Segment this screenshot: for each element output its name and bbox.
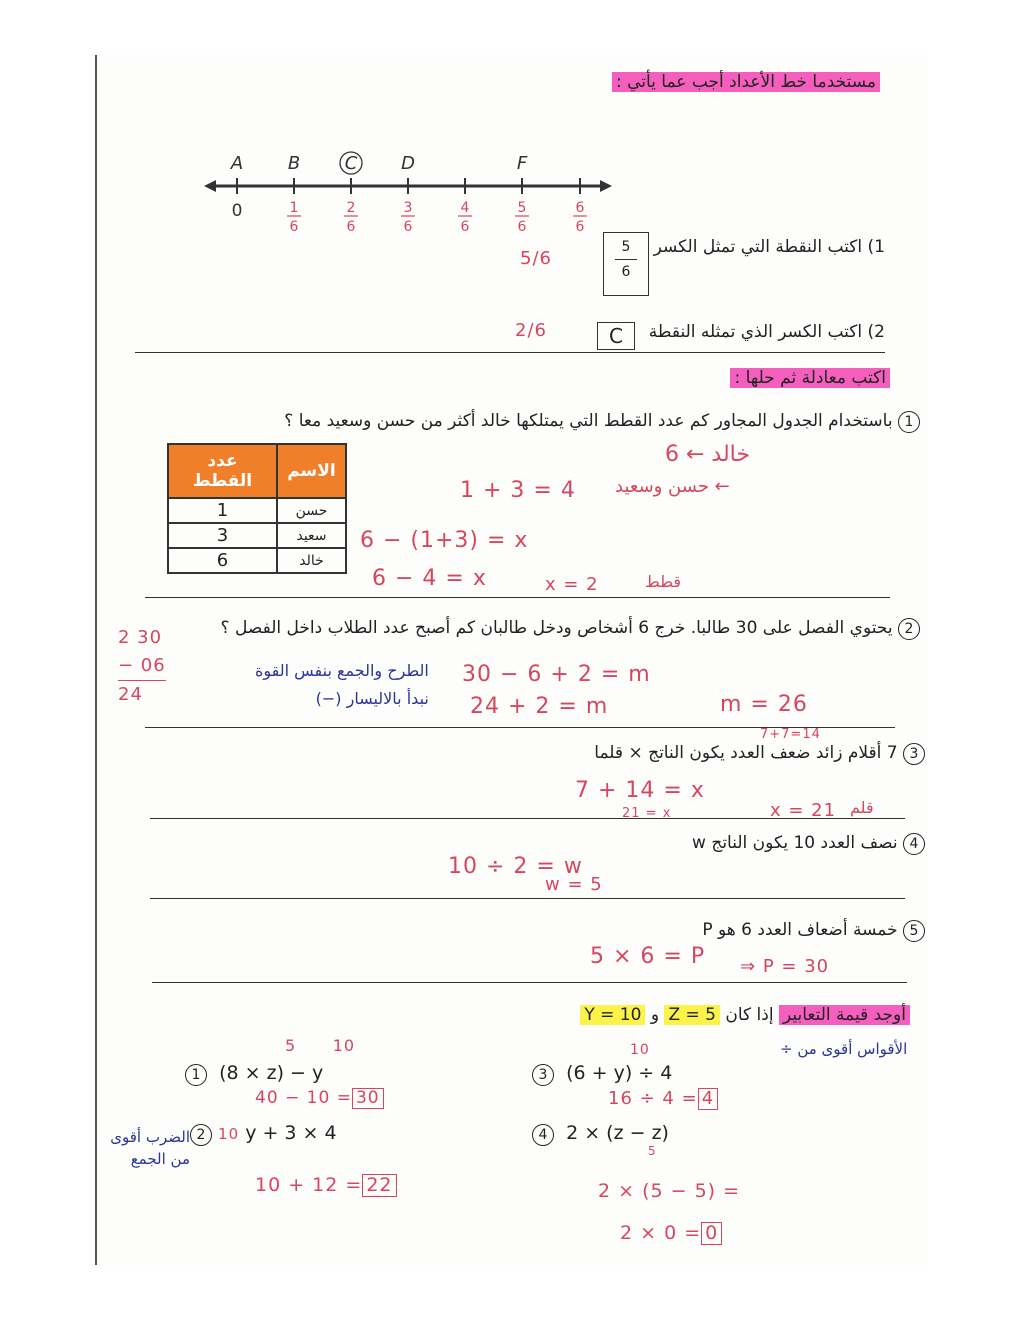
svg-text:1: 1 — [289, 200, 299, 216]
problem-4 — [692, 833, 925, 855]
hw-side-calc: 2 30 − 06 24 — [118, 624, 166, 709]
svg-text:6: 6 — [517, 219, 527, 235]
table-header-name: الاسم — [277, 444, 346, 498]
hw-q5-ans: ⇒ P = 30 — [740, 956, 830, 977]
point-label: C — [344, 153, 358, 174]
cell-count: 3 — [168, 523, 277, 548]
hw-q3-unit: قلم — [850, 798, 874, 817]
hw-q4-ans: w = 5 — [545, 874, 603, 895]
svg-text:6: 6 — [575, 219, 585, 235]
table-row — [168, 498, 346, 523]
number-line — [200, 150, 620, 250]
hw-ans: x = 2 — [545, 574, 599, 595]
hw-s3-note-left: الضرب أقوى من الجمع — [110, 1128, 190, 1168]
hw-q2-eq1: 30 − 6 + 2 = m — [462, 662, 651, 687]
tick-label — [458, 200, 472, 235]
cell-name: خالد — [277, 548, 346, 573]
table-row — [168, 548, 346, 573]
point-label: B — [287, 153, 301, 174]
hw-e4-work1: 2 × (5 − 5) = — [598, 1180, 741, 1202]
expression-4 — [532, 1122, 669, 1146]
hw-q3-eq: 7 + 14 = x — [575, 778, 705, 803]
expression-2 — [190, 1122, 337, 1146]
hw-q3-top: 7+7=14 — [760, 727, 821, 742]
expression-number: 2 — [190, 1124, 212, 1146]
svg-text:6: 6 — [403, 219, 413, 235]
table-row — [168, 523, 346, 548]
problem-5 — [702, 920, 925, 942]
hw-sum: 1 + 3 = 4 — [460, 478, 576, 503]
divider — [145, 597, 890, 598]
hw-eq2: 6 − 4 = x — [372, 566, 487, 591]
hw-e3-val: 10 — [630, 1042, 650, 1058]
expression-number: 3 — [532, 1064, 554, 1086]
svg-text:5: 5 — [517, 200, 527, 216]
svg-text:6: 6 — [460, 219, 470, 235]
point-label: F — [516, 153, 528, 174]
cell-name: سعيد — [277, 523, 346, 548]
expression-text: y + 3 × 4 — [245, 1122, 337, 1144]
q1-answer: 5/6 — [520, 248, 552, 269]
problem-text: نصف العدد 10 يكون الناتج w — [692, 833, 898, 853]
divider — [150, 898, 905, 899]
problem-2 — [221, 618, 920, 640]
hw-e1-vals: 5 10 — [285, 1036, 356, 1055]
svg-text:3: 3 — [403, 200, 413, 216]
point-label: A — [230, 153, 244, 174]
tick-label — [401, 200, 415, 235]
svg-text:6: 6 — [575, 200, 585, 216]
expression-3 — [532, 1062, 672, 1086]
cell-count: 6 — [168, 548, 277, 573]
problem-number: 1 — [898, 411, 920, 433]
tick-zero: 0 — [231, 201, 243, 221]
hw-q5-eq: 5 × 6 = P — [590, 944, 706, 969]
expression-text: 2 × (z − z) — [566, 1122, 669, 1144]
cell-name: حسن — [277, 498, 346, 523]
hw-q2-ans: m = 26 — [720, 692, 808, 717]
problem-number: 2 — [898, 618, 920, 640]
point-box: C — [597, 322, 635, 350]
expression-text: (6 + y) ÷ 4 — [566, 1062, 673, 1084]
problem-number: 4 — [903, 833, 925, 855]
hw-e4-sub: 5 — [648, 1144, 657, 1158]
svg-text:6: 6 — [346, 219, 356, 235]
svg-text:2: 2 — [346, 200, 356, 216]
section1-instruction: مستخدما خط الأعداد أجب عما يأتي : — [612, 72, 880, 92]
hw-e1-work: 40 − 10 = 30 — [255, 1088, 384, 1109]
hw-unit: قطط — [645, 572, 681, 591]
section2-instruction: اكتب معادلة ثم حلها : — [730, 368, 890, 388]
hw-e2-prefix: 10 — [218, 1125, 240, 1143]
tick-label — [287, 200, 301, 235]
hw-q4-eq: 10 ÷ 2 = w — [448, 854, 583, 879]
problem-text: يحتوي الفصل على 30 طالبا. خرج 6 أشخاص ودخل طالبان كم أصبح عدد الطلاب داخل الفصل ؟ — [220, 618, 893, 638]
expression-1 — [185, 1062, 323, 1086]
divider — [150, 818, 905, 819]
problem-number: 3 — [903, 743, 925, 765]
divider — [152, 982, 907, 983]
tick-label — [573, 200, 587, 235]
hw-e4-work2: 2 × 0 = 0 — [620, 1222, 722, 1245]
hw-eq1: 6 − (1+3) = x — [360, 528, 529, 553]
divider — [135, 352, 885, 353]
hw-s3-note-right: الأقواس أقوى من ÷ — [780, 1040, 908, 1058]
hw-e3-work: 16 ÷ 4 = 4 — [608, 1088, 718, 1110]
expression-number: 4 — [532, 1124, 554, 1146]
point-label: D — [401, 153, 415, 174]
hw-q3-ans: x = 21 — [770, 800, 837, 821]
tick-label — [515, 200, 529, 235]
section1-q2-text: 2) اكتب الكسر الذي تمثله النقطة — [648, 322, 885, 342]
problem-3 — [594, 743, 925, 765]
hw-hasan-saeed: ← حسن وسعيد — [615, 476, 730, 497]
tick-label — [344, 200, 358, 235]
problem-text: خمسة أضعاف العدد 6 هو P — [702, 920, 898, 940]
expression-number: 1 — [185, 1064, 207, 1086]
cats-table — [167, 443, 347, 574]
fraction-numerator: 5 — [621, 239, 631, 255]
hw-q2-eq2: 24 + 2 = m — [470, 694, 609, 719]
problem-text: باستخدام الجدول المجاور كم عدد القطط التي يمتلكها خالد أكثر من حسن وسعيد معا ؟ — [284, 411, 893, 431]
problem-number: 5 — [903, 920, 925, 942]
hw-note: الطرح والجمع بنفس القوة نبدأ بالاليسار (−) — [255, 661, 429, 708]
section1-q1-text: 1) اكتب النقطة التي تمثل الكسر — [653, 237, 885, 257]
hw-e2-work: 10 + 12 = 22 — [255, 1174, 397, 1197]
problem-1 — [284, 411, 920, 433]
section3-instruction: أوجد قيمة التعابير إذا كان Z = 5 و Y = 10 — [580, 1005, 910, 1025]
hw-q3-small: 21 = x — [622, 806, 672, 821]
svg-text:6: 6 — [289, 219, 299, 235]
q2-answer: 2/6 — [515, 320, 547, 341]
svg-text:4: 4 — [460, 200, 470, 216]
expression-text: (8 × z) − y — [219, 1062, 324, 1084]
problem-text: 7 أقلام زائد ضعف العدد يكون الناتج × قلما — [594, 743, 898, 763]
cell-count: 1 — [168, 498, 277, 523]
fraction-box — [603, 232, 649, 296]
hw-khalid: خالد ← 6 — [665, 442, 750, 467]
fraction-denominator: 6 — [621, 264, 631, 280]
table-header-count: عدد القطط — [168, 444, 277, 498]
